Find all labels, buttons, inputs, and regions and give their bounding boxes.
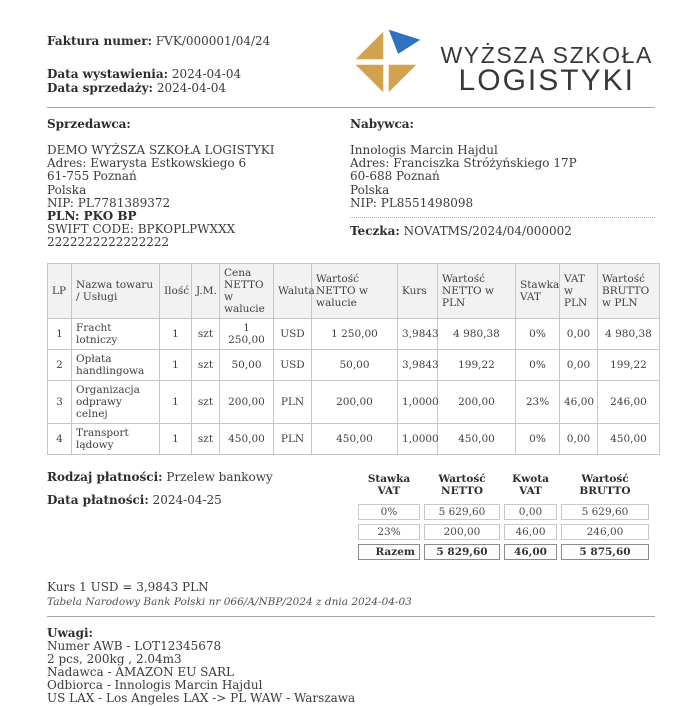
cell: 1 250,00: [220, 318, 274, 349]
vat-col-gross: Wartość BRUTTO: [579, 472, 631, 497]
cell: Transport lądowy: [72, 423, 160, 454]
table-row: [48, 423, 660, 454]
note-awb: Numer AWB - LOT12345678: [47, 638, 222, 653]
case-value: NOVATMS/2024/04/000002: [403, 224, 572, 239]
col-net-value-currency: Wartość NETTO w walucie: [312, 263, 398, 318]
seller-country: Polska: [47, 182, 87, 197]
cell: szt: [192, 380, 220, 423]
cell: 200,00: [220, 380, 274, 423]
col-currency: Waluta: [274, 263, 312, 318]
cell: 0%: [516, 349, 560, 380]
items-table: [47, 263, 660, 455]
cell: USD: [274, 349, 312, 380]
cell: 0,00: [560, 349, 598, 380]
cell: 46,00: [560, 380, 598, 423]
table-row: [48, 349, 660, 380]
cell: 200,00: [312, 380, 398, 423]
payment-method-label: Rodzaj płatności:: [47, 469, 163, 484]
invoice-meta: [47, 26, 270, 95]
notes-divider: [47, 616, 655, 617]
col-net-value-pln: Wartość NETTO w PLN: [438, 263, 516, 318]
seller-address: Adres: Ewarysta Estkowskiego 6: [47, 156, 247, 171]
cell: 0,00: [504, 504, 557, 520]
invoice-number-value: FVK/000001/04/24: [155, 34, 271, 48]
seller-bank: PLN: PKO BP: [47, 209, 137, 224]
cell: 2: [48, 349, 72, 380]
cell: 23%: [358, 524, 420, 540]
cell: 1: [160, 349, 192, 380]
cell: 3,9843: [398, 349, 438, 380]
col-qty: Ilość: [160, 263, 192, 318]
cell: szt: [192, 349, 220, 380]
buyer-section: [350, 117, 655, 250]
cell: 450,00: [598, 423, 660, 454]
payment-method-value: Przelew bankowy: [166, 469, 273, 484]
case-label: Teczka:: [350, 224, 400, 239]
issue-date-label: Data wystawienia:: [47, 67, 169, 81]
col-net-price-currency: Cena NETTO w walucie: [220, 263, 274, 318]
invoice-number-line: [47, 34, 270, 48]
payment-due-line: [47, 493, 354, 507]
vat-row: [358, 504, 649, 520]
logo-pinwheel-icon: [352, 29, 424, 95]
cell: 0,00: [560, 318, 598, 349]
vat-col-net: Wartość NETTO: [438, 472, 486, 497]
sale-date-line: [47, 81, 270, 95]
note-shipper: Nadawca - AMAZON EU SARL: [47, 665, 235, 680]
table-row: [48, 380, 660, 423]
payment-due-label: Data płatności:: [47, 492, 149, 507]
cell: 450,00: [438, 423, 516, 454]
cell: 50,00: [312, 349, 398, 380]
col-name: Nazwa towaru / Usługi: [72, 263, 160, 318]
cell: Fracht lotniczy: [72, 318, 160, 349]
buyer-address: Adres: Franciszka Stróżyńskiego 17P: [350, 156, 577, 171]
notes-section: [47, 626, 655, 706]
cell: 1 250,00: [312, 318, 398, 349]
invoice-header: [47, 26, 655, 95]
table-row: [48, 318, 660, 349]
seller-account-number: 2222222222222222: [47, 235, 170, 250]
cell: 246,00: [598, 380, 660, 423]
cell: 3,9843: [398, 318, 438, 349]
logo-wordmark: [440, 43, 653, 95]
sale-date-value: 2024-04-04: [156, 81, 226, 95]
cell: 1,0000: [398, 423, 438, 454]
seller-nip: NIP: PL7781389372: [47, 195, 171, 210]
logo-line1: WYŻSZA SZKOŁA: [440, 42, 653, 68]
exchange-info: [47, 580, 655, 609]
cell: 4 980,38: [598, 318, 660, 349]
cell: 1: [160, 423, 192, 454]
cell: 200,00: [424, 524, 500, 540]
cell: 1: [160, 380, 192, 423]
vat-total-gross: 5 875,60: [561, 544, 649, 560]
items-header-row: [48, 263, 660, 318]
cell: 5 629,60: [424, 504, 500, 520]
cell: 4 980,38: [438, 318, 516, 349]
exchange-table-note: Tabela Narodowy Bank Polski nr 066/A/NBP/2024 z dnia 2024-04-03: [47, 595, 412, 608]
col-gross-pln: Wartość BRUTTO w PLN: [598, 263, 660, 318]
cell: 199,22: [438, 349, 516, 380]
cell: 199,22: [598, 349, 660, 380]
col-lp: LP: [48, 263, 72, 318]
parties-section: [47, 117, 655, 250]
case-line: [350, 225, 655, 238]
vat-col-amount: Kwota VAT: [512, 472, 549, 497]
sale-date-label: Data sprzedaży:: [47, 81, 153, 95]
cell: 4: [48, 423, 72, 454]
cell: 0%: [516, 318, 560, 349]
note-consignee: Odbiorca - Innologis Marcin Hajdul: [47, 678, 263, 693]
logo-line2: LOGISTYKI: [458, 64, 635, 97]
exchange-rate-line: Kurs 1 USD = 3,9843 PLN: [47, 579, 209, 594]
cell: 1,0000: [398, 380, 438, 423]
payment-summary-section: [47, 468, 655, 564]
payment-info: [47, 468, 354, 564]
cell: PLN: [274, 423, 312, 454]
cell: Opłata handlingowa: [72, 349, 160, 380]
cell: USD: [274, 318, 312, 349]
school-logo: [352, 26, 653, 95]
payment-method-line: [47, 470, 354, 484]
issue-date-line: [47, 67, 270, 81]
cell: 46,00: [504, 524, 557, 540]
vat-total-row: [358, 544, 649, 560]
cell: 5 629,60: [561, 504, 649, 520]
col-vat-rate: Stawka VAT: [516, 263, 560, 318]
cell: 23%: [516, 380, 560, 423]
buyer-nip: NIP: PL8551498098: [350, 195, 474, 210]
buyer-postal-city: 60-688 Poznań: [350, 169, 440, 184]
seller-postal-city: 61-755 Poznań: [47, 169, 137, 184]
cell: 200,00: [438, 380, 516, 423]
seller-heading: Sprzedawca:: [47, 117, 131, 131]
cell: 1: [48, 318, 72, 349]
vat-total-amount: 46,00: [504, 544, 557, 560]
cell: 50,00: [220, 349, 274, 380]
vat-summary-table: [354, 468, 653, 564]
cell: szt: [192, 423, 220, 454]
cell: szt: [192, 318, 220, 349]
col-rate: Kurs: [398, 263, 438, 318]
cell: 0,00: [560, 423, 598, 454]
invoice-number-label: Faktura numer:: [47, 34, 153, 48]
seller-section: [47, 117, 350, 250]
note-cargo: 2 pcs, 200kg , 2.04m3: [47, 651, 182, 666]
payment-due-value: 2024-04-25: [152, 492, 222, 507]
seller-swift: SWIFT CODE: BPKOPLPWXXX: [47, 222, 236, 237]
header-divider: [47, 107, 655, 108]
cell: 450,00: [220, 423, 274, 454]
buyer-country: Polska: [350, 182, 390, 197]
cell: 246,00: [561, 524, 649, 540]
cell: PLN: [274, 380, 312, 423]
cell: 450,00: [312, 423, 398, 454]
note-route: US LAX - Los Angeles LAX -> PL WAW - Warszawa: [47, 691, 356, 706]
vat-total-net: 5 829,60: [424, 544, 500, 560]
col-vat-pln: VAT w PLN: [560, 263, 598, 318]
buyer-heading: Nabywca:: [350, 117, 414, 131]
issue-date-value: 2024-04-04: [171, 67, 242, 81]
seller-name: DEMO WYŻSZA SZKOŁA LOGISTYKI: [47, 143, 275, 157]
vat-header-row: [358, 472, 649, 500]
cell: Organizacja odprawy celnej: [72, 380, 160, 423]
notes-heading: Uwagi:: [47, 625, 93, 640]
cell: 3: [48, 380, 72, 423]
vat-col-rate: Stawka VAT: [367, 472, 411, 497]
vat-row: [358, 524, 649, 540]
cell: 0%: [358, 504, 420, 520]
col-unit: J.M.: [192, 263, 220, 318]
cell: 0%: [516, 423, 560, 454]
cell: 1: [160, 318, 192, 349]
vat-total-label: Razem: [358, 544, 420, 560]
buyer-name: Innologis Marcin Hajdul: [350, 143, 498, 157]
buyer-divider: [350, 217, 655, 218]
